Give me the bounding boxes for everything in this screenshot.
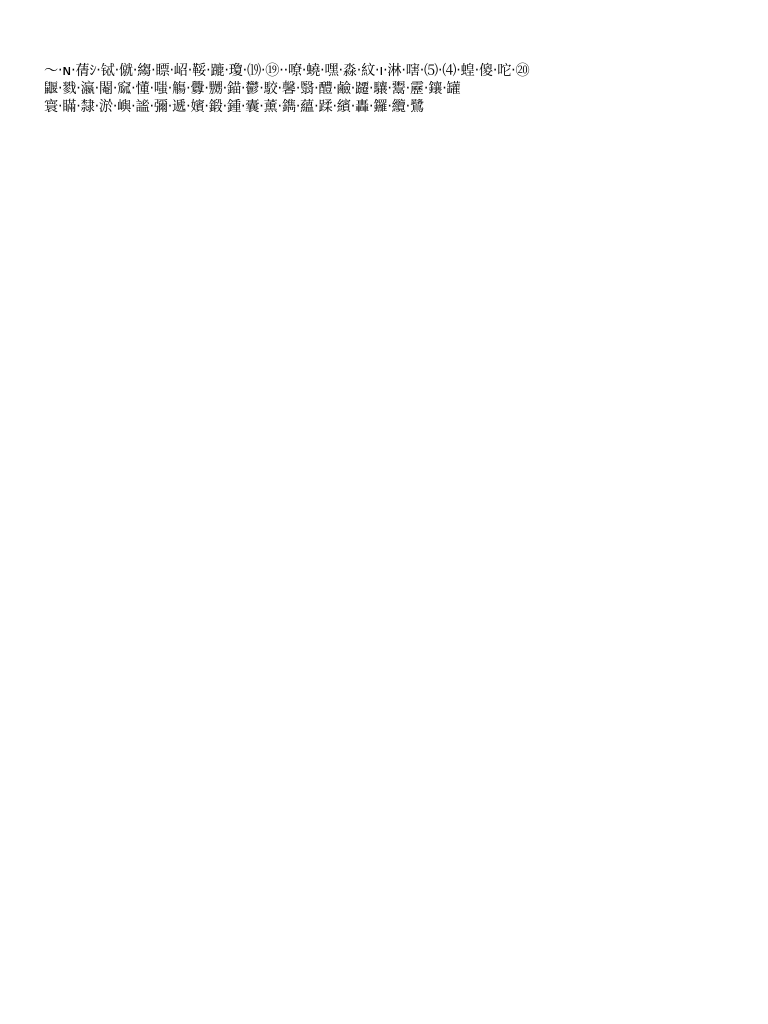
text-line: ～‧ɴ‧蒨ｼ‧铽‧僦‧縐‧瞟‧岹‧鞖‧蹗‧瓊‧⒆‧⑲‧‧嘹‧蟯‧嘿‧淼‧紋‧ı‧淋‧嗐‧⑸‧⑷‧蝗‧傻‧咜‧⑳ (44, 63, 530, 79)
document-text-block (44, 62, 724, 984)
text-line: 寰‧瞞‧隸‧淤‧嶼‧謐‧彌‧遞‧嬪‧鍛‧鍾‧囊‧薰‧鐫‧蘊‧蹂‧繽‧轟‧鑼‧纜‧鷺 (44, 99, 424, 116)
text-line: 鼴‧戮‧瀛‧閹‧窳‧懂‧嗤‧觴‧釁‧嬲‧錨‧鬱‧駮‧馨‧翳‧醴‧鹼‧躚‧驤‧鬻‧靂‧鑲‧罐 (44, 81, 461, 98)
